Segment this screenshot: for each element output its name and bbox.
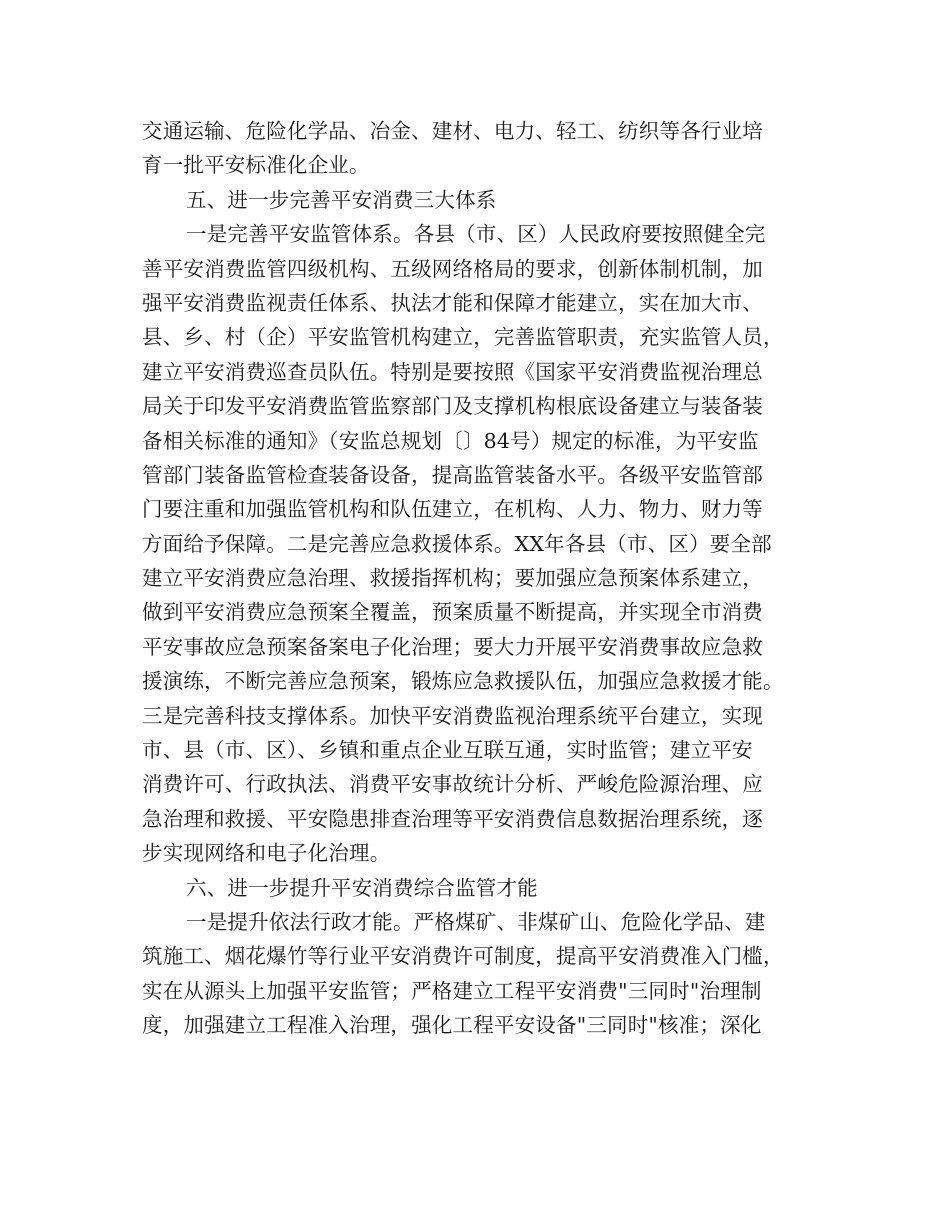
text-line: 一是完善平安监管体系。各县（市、区）人民政府要按照健全完 [186,222,766,247]
text-line: 五、进一步完善平安消费三大体系 [186,187,497,212]
text-line: 市、县（市、区）、乡镇和重点企业互联互通，实时监管；建立平安 [142,738,753,763]
text-line: 育一批平安标准化企业。 [142,153,370,178]
text-line: 建立平安消费应急治理、救援指挥机构；要加强应急预案体系建立， [142,566,763,591]
text-line: 平安事故应急预案备案电子化治理；要大力开展平安消费事故应急救 [142,634,763,659]
text-line: 做到平安消费应急预案全覆盖，预案质量不断提高，并实现全市消费 [142,600,763,625]
text-line: 步实现网络和电子化治理。 [142,841,391,866]
text-line: 急治理和救援、平安隐患排查治理等平安消费信息数据治理系统，逐 [142,806,763,831]
text-line: 门要注重和加强监管机构和队伍建立，在机构、人力、物力、财力等 [142,497,763,522]
document-body [142,114,822,1043]
text-line: 消费许可、行政执法、消费平安事故统计分析、严峻危险源治理、应 [142,772,763,797]
text-line: 度，加强建立工程准入治理，强化工程平安设备"三同时"核准；深化 [142,1013,762,1038]
text-line: 管部门装备监管检查装备设备，提高监管装备水平。各级平安监管部 [142,462,763,487]
text-line: 交通运输、危险化学品、冶金、建材、电力、轻工、纺织等各行业培 [142,119,763,143]
text-line: 援演练，不断完善应急预案，锻炼应急救援队伍，加强应急救援才能。 [142,669,784,694]
text-line: 局关于印发平安消费监管监察部门及支撑机构根底设备建立与装备装 [142,394,763,419]
text-line: 善平安消费监管四级机构、五级网络格局的要求，创新体制机制，加 [142,256,763,281]
document-page [142,114,822,1043]
text-line: 强平安消费监视责任体系、执法才能和保障才能建立，实在加大市、 [142,290,763,315]
text-line: 建立平安消费巡查员队伍。特别是要按照《国家平安消费监视治理总 [142,359,763,384]
text-line: 备相关标准的通知》（安监总规划〔〕84号）规定的标准，为平安监 [142,428,759,453]
text-line: 筑施工、烟花爆竹等行业平安消费许可制度，提高平安消费准入门槛， [142,944,784,969]
text-line: 一是提升依法行政才能。严格煤矿、非煤矿山、危险化学品、建 [186,909,766,934]
text-line: 实在从源头上加强平安监管；严格建立工程平安消费"三同时"治理制 [142,978,762,1003]
text-line: 方面给予保障。二是完善应急救援体系。XX年各县（市、区）要全部 [142,531,772,556]
text-line: 县、乡、村（企）平安监管机构建立，完善监管职责，充实监管人员， [142,325,784,350]
text-line: 六、进一步提升平安消费综合监管才能 [186,875,538,900]
text-line: 三是完善科技支撑体系。加快平安消费监视治理系统平台建立，实现 [142,703,763,728]
